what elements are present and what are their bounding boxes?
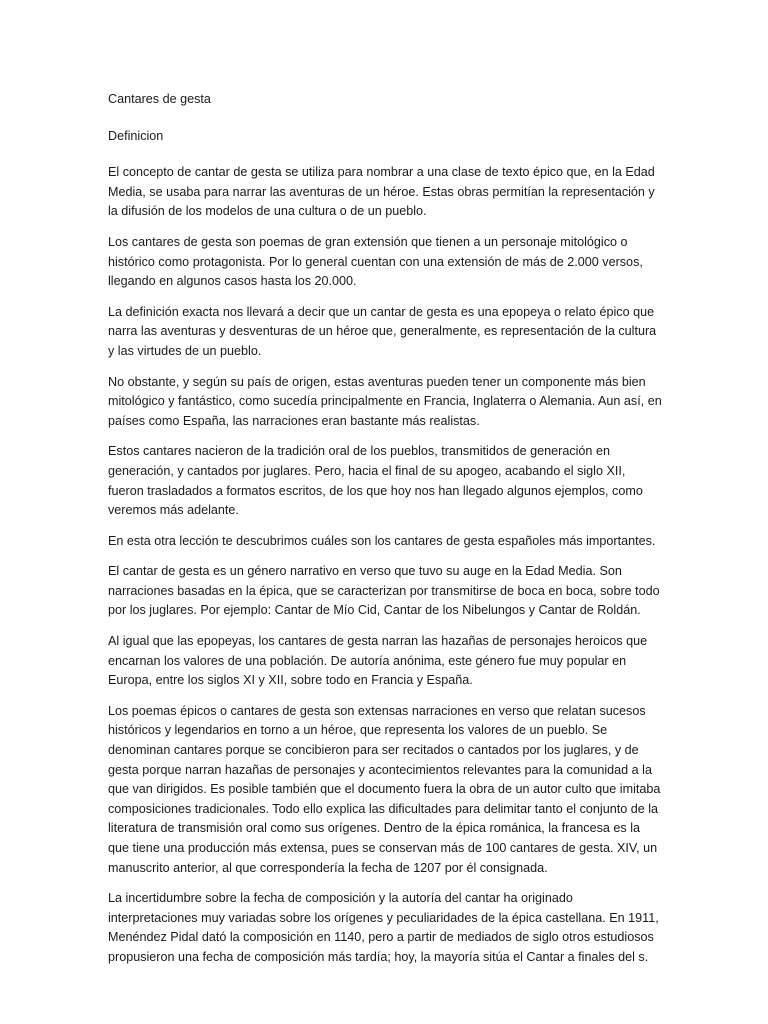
paragraph-5: Estos cantares nacieron de la tradición oral de los pueblos, transmitidos de generación en generación, y cantados por juglares. Pero, hacia el final de su apogeo, acabando el siglo XII, fueron trasladados a formatos escritos, de los que hoy nos han llegado algunos ejemplos, como veremos más adelante. (108, 444, 643, 518)
paragraph-1: El concepto de cantar de gesta se utiliza para nombrar a una clase de texto épico que, en la Edad Media, se usaba para narrar las aventuras de un héroe. Estas obras permitían la representación y la difusión de los modelos de una cultura o de un pueblo. (108, 165, 655, 219)
paragraph-10: La incertidumbre sobre la fecha de composición y la autoría del cantar ha originado interpretaciones muy variadas sobre los orígenes y peculiaridades de la épica castellana. En 1911, Menéndez Pidal dató la composición en 1140, pero a partir de mediados de siglo otros estudiosos propusieron una fecha de composición más tardía; hoy, la mayoría sitúa el Cantar a finales del s. (108, 891, 659, 964)
document-title: Cantares de gesta (108, 92, 211, 106)
paragraph-2: Los cantares de gesta son poemas de gran extensión que tienen a un personaje mitológico o histórico como protagonista. Por lo general cuentan con una extensión de más de 2.000 versos, llegando en algunos casos hasta los 20.000. (108, 234, 643, 289)
paragraph-6: En esta otra lección te descubrimos cuáles son los cantares de gesta españoles más importantes. (108, 533, 656, 548)
paragraph-7: El cantar de gesta es un género narrativo en verso que tuvo su auge en la Edad Media. Son narraciones basadas en la épica, que se caracterizan por transmitirse de boca en boca, sobre todo por los juglares. Por ejemplo: Cantar de Mío Cid, Cantar de los Nibelungos y Cantar de Roldán. (108, 564, 660, 618)
paragraph-9: Los poemas épicos o cantares de gesta son extensas narraciones en verso que relatan sucesos históricos y legendarios en torno a un héroe, que representa los valores de un pueblo. Se denominan cantares porque se concibieron para ser recitados o cantados por los juglares, y de gesta porque narran hazañas de personajes y acontecimientos relevantes para la comunidad a la que van dirigidos. Es posible también que el documento fuera la obra de un autor culto que imitaba composiciones tradicionales. Todo ello explica las dificultades para delimitar tanto el conjunto de la literatura de transmisión oral como sus orígenes. Dentro de la épica románica, la francesa es la que tiene una producción más extensa, pues se conservan más de 100 cantares de gesta. XIV, un manuscrito anterior, al que correspondería la fecha de 1207 por él consignada. (108, 703, 661, 875)
paragraph-3: La definición exacta nos llevará a decir que un cantar de gesta es una epopeya o relato épico que narra las aventuras y desventuras de un héroe que, generalmente, es representación de la cultura y las virtudes de un pueblo. (108, 304, 657, 358)
section-heading: Definicion (108, 128, 164, 143)
paragraph-4: No obstante, y según su país de origen, estas aventuras pueden tener un componente más bien mitológico y fantástico, como sucedía principalmente en Francia, Inglaterra o Alemania. Aun así, en países como España, las narraciones eran bastante más realistas. (108, 374, 662, 428)
paragraph-8: Al igual que las epopeyas, los cantares de gesta narran las hazañas de personajes heroicos que encarnan los valores de una población. De autoría anónima, este género fue muy popular en Europa, entre los siglos XI y XII, sobre todo en Francia y España. (108, 634, 648, 688)
